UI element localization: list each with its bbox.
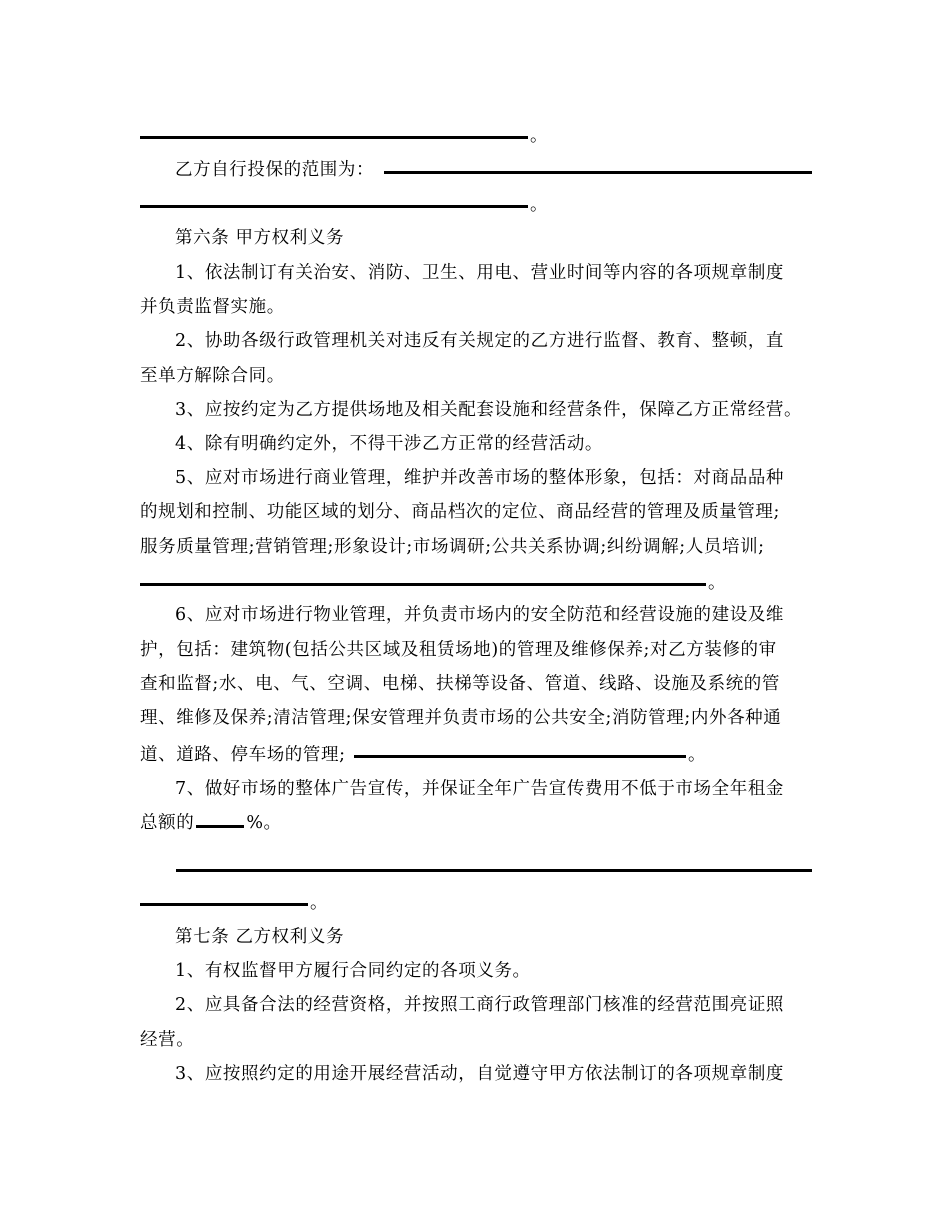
line-end-mark: 。 [688, 745, 706, 765]
paragraph-line: 5、应对市场进行商业管理，维护并改善市场的整体形象，包括：对商品品种 [175, 468, 785, 488]
paragraph-line: 2、应具备合法的经营资格，并按照工商行政管理部门核准的经营范围亮证照 [175, 995, 785, 1015]
paragraph-line: 查和监督;水、电、气、空调、电梯、扶梯等设备、管道、线路、设施及系统的管 [140, 674, 780, 694]
paragraph-text: 道、道路、停车场的管理; [140, 745, 346, 765]
paragraph-line [140, 811, 812, 835]
blank-line [140, 205, 528, 208]
insurance-scope-line [175, 158, 812, 182]
blank-line [140, 136, 528, 139]
blank-line [140, 583, 706, 586]
paragraph-line: 3、应按约定为乙方提供场地及相关配套设施和经营条件，保障乙方正常经营。 [175, 400, 803, 420]
paragraph-text: 总额的 [140, 813, 195, 833]
paragraph-line: 4、除有明确约定外，不得干涉乙方正常的经营活动。 [175, 434, 604, 454]
blank-line [140, 903, 308, 906]
line-end-mark: 。 [530, 195, 548, 215]
paragraph-line: 并负责监督实施。 [140, 297, 285, 317]
paragraph-line: 的规划和控制、功能区域的划分、商品档次的定位、商品经营的管理及质量管理; [140, 502, 780, 522]
paragraph-line: 1、有权监督甲方履行合同约定的各项义务。 [175, 961, 531, 981]
paragraph-line: 理、维修及保养;清洁管理;保安管理并负责市场的公共安全;消防管理;内外各种通 [140, 708, 782, 728]
paragraph-line: 经营。 [140, 1030, 195, 1050]
percent-blank [196, 813, 244, 828]
paragraph-line: 服务质量管理;营销管理;形象设计;市场调研;公共关系协调;纠纷调解;人员培训; [140, 537, 765, 557]
line-end-mark: 。 [310, 893, 328, 913]
line-end-mark: 。 [708, 573, 726, 593]
insurance-scope-label: 乙方自行投保的范围为： [175, 160, 375, 180]
paragraph-text: %。 [246, 813, 282, 833]
blank-line [176, 869, 812, 872]
paragraph-line: 7、做好市场的整体广告宣传，并保证全年广告宣传费用不低于市场全年租金 [175, 779, 785, 799]
paragraph-line: 至单方解除合同。 [140, 366, 285, 386]
paragraph-line: 6、应对市场进行物业管理，并负责市场内的安全防范和经营设施的建设及维 [175, 605, 785, 625]
paragraph-line: 护，包括：建筑物(包括公共区域及租赁场地)的管理及维修保养;对乙方装修的审 [140, 640, 777, 660]
blank-line [354, 755, 686, 758]
blank-line [384, 171, 812, 174]
line-end-mark: 。 [530, 126, 548, 146]
article-6-heading: 第六条 甲方权利义务 [175, 228, 345, 248]
article-7-heading: 第七条 乙方权利义务 [175, 927, 345, 947]
paragraph-line: 3、应按照约定的用途开展经营活动，自觉遵守甲方依法制订的各项规章制度 [175, 1064, 785, 1084]
paragraph-line: 2、协助各级行政管理机关对违反有关规定的乙方进行监督、教育、整顿，直 [175, 331, 785, 351]
paragraph-line: 1、依法制订有关治安、消防、卫生、用电、营业时间等内容的各项规章制度 [175, 263, 785, 283]
